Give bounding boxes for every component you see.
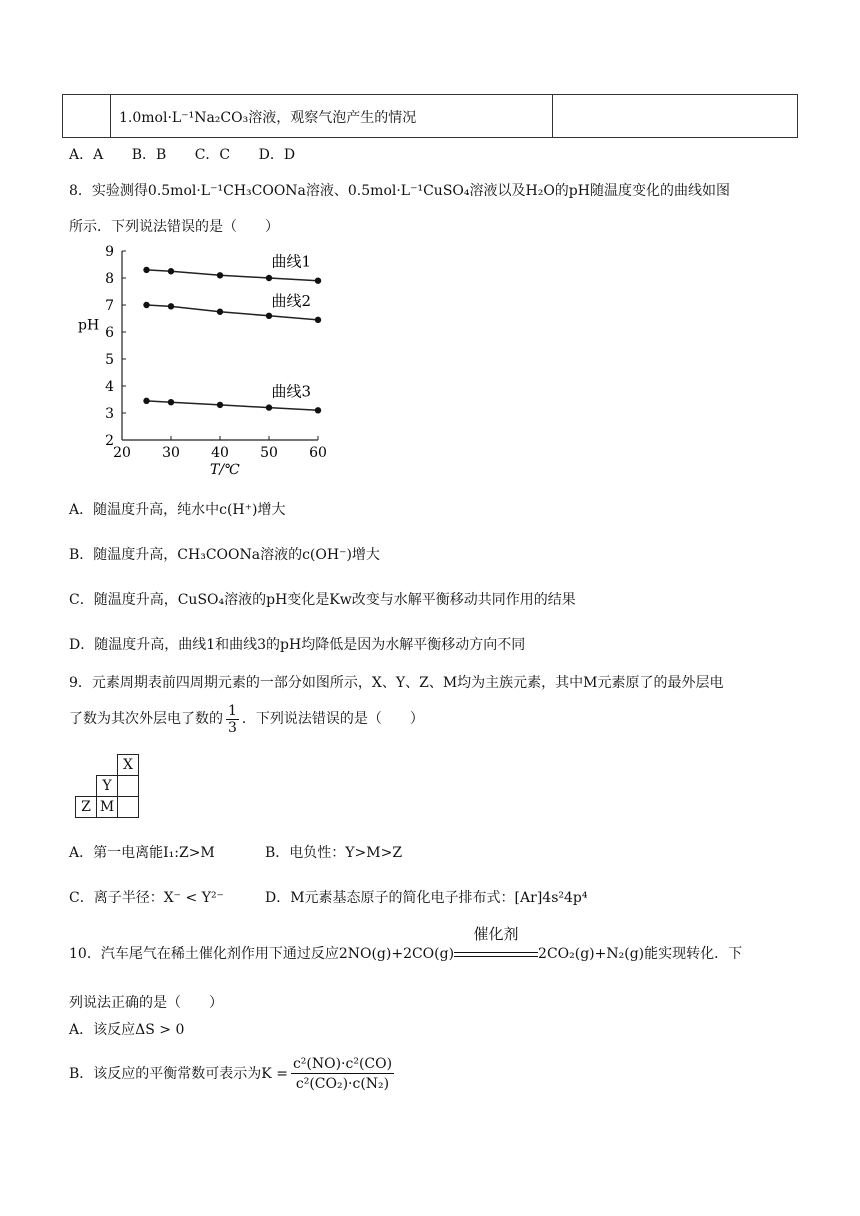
grid-empty (97, 755, 118, 776)
data-point (315, 407, 321, 413)
equilibrium-constant-fraction (291, 1055, 394, 1094)
q10-option-b-pre: B．该反应的平衡常数可表示为K = (69, 1066, 288, 1082)
grid-empty (76, 776, 97, 797)
q8-option-c: C．随温度升高，CuSO₄溶液的pH变化是Kw改变与水解平衡移动共同作用的结果 (69, 592, 576, 608)
data-point (168, 268, 174, 274)
y-tick-label: 8 (105, 271, 114, 287)
q9-fraction (226, 703, 239, 736)
y-tick-label: 5 (105, 352, 114, 368)
q8-option-b: B．随温度升高，CH₃COONa溶液的c(OH⁻)增大 (69, 547, 380, 563)
data-point (143, 398, 149, 404)
q8-option-a: A．随温度升高，纯水中c(H⁺)增大 (69, 502, 286, 518)
element-z: Z (76, 797, 97, 818)
data-point (143, 267, 149, 273)
q10-stem-line1 (69, 925, 743, 964)
table-row (62, 94, 798, 138)
series-label-1: 曲线1 (271, 252, 311, 271)
catalyst-label: 催化剂 (473, 925, 519, 943)
x-tick-label: 30 (162, 445, 180, 461)
y-tick-label: 6 (105, 325, 114, 341)
element-m: M (97, 797, 118, 818)
data-point (266, 313, 272, 319)
q7-option-d: D．D (258, 147, 296, 163)
q9-options-cd (69, 888, 587, 908)
series-label-2: 曲线2 (271, 291, 311, 310)
q10-stem-post: 2CO₂(g)+N₂(g)能实现转化．下 (538, 946, 743, 962)
x-tick-label: 60 (309, 445, 327, 461)
fraction-denominator: c²(CO₂)·c(N₂) (295, 1075, 390, 1092)
table-cell-text: 1.0mol·L⁻¹Na₂CO₃溶液，观察气泡产生的情况 (119, 110, 417, 126)
q8-stem-line1: 8．实验测得0.5mol·L⁻¹CH₃COONa溶液、0.5mol·L⁻¹CuSO₄溶液以及H₂O的pH随温度变化的曲线如图 (69, 183, 730, 199)
q9-option-b: B．电负性：Y>M>Z (265, 845, 403, 861)
x-tick-label: 50 (260, 445, 278, 461)
data-point (217, 272, 223, 278)
q7-option-c: C．C (194, 147, 231, 163)
q7-options (69, 145, 319, 165)
fraction-denominator: 3 (228, 719, 237, 736)
data-point (143, 302, 149, 308)
q10-option-a: A．该反应ΔS > 0 (69, 1022, 185, 1038)
data-point (266, 275, 272, 281)
y-tick-label: 2 (105, 433, 114, 449)
periodic-table-fragment (75, 754, 139, 818)
q10-stem-pre: 10．汽车尾气在稀土催化剂作用下通过反应2NO(g)+2CO(g) (69, 946, 455, 962)
q9-stem-pre: 了数为其次外层电了数的 (69, 711, 223, 727)
data-point (168, 303, 174, 309)
y-tick-label: 7 (105, 298, 114, 314)
y-tick-label: 4 (105, 379, 114, 395)
x-tick-label: 40 (211, 445, 229, 461)
q8-stem-line2: 所示．下列说法错误的是（ ） (69, 219, 279, 235)
fraction-numerator: 1 (228, 702, 237, 719)
data-point (217, 402, 223, 408)
data-point (266, 404, 272, 410)
y-tick-label: 9 (105, 244, 114, 260)
data-point (315, 278, 321, 284)
y-tick-label: 3 (105, 406, 114, 422)
reaction-equals-arrow (454, 925, 538, 964)
q9-stem-line2 (69, 702, 424, 736)
q10-stem-line2: 列说法正确的是（ ） (69, 995, 223, 1011)
x-axis-label: T/℃ (210, 462, 240, 478)
element-x: X (118, 755, 139, 776)
ph-temperature-chart (72, 242, 342, 482)
q7-option-b: B．B (131, 147, 167, 163)
q9-stem-post: ．下列说法错误的是（ ） (241, 711, 424, 727)
x-tick-label: 20 (113, 445, 131, 461)
q9-stem-line1: 9．元素周期表前四周期元素的一部分如图所示，X、Y、Z、M均为主族元素，其中M元素原了的最外层电 (69, 675, 724, 691)
grid-cell (118, 797, 139, 818)
q9-option-d: D．M元素基态原子的简化电子排布式：[Ar]4s²4p⁴ (265, 890, 588, 906)
grid-empty (76, 755, 97, 776)
q8-option-d: D．随温度升高，曲线1和曲线3的pH均降低是因为水解平衡移动方向不同 (69, 637, 526, 653)
double-bar-icon (454, 952, 538, 957)
q9-option-a: A．第一电离能I₁:Z>M (69, 845, 215, 861)
data-point (315, 317, 321, 323)
y-axis-label: pH (78, 317, 100, 334)
grid-cell (118, 776, 139, 797)
table-cell-reagent (111, 95, 553, 137)
data-point (168, 399, 174, 405)
q9-options-ab (69, 843, 402, 863)
fraction-numerator: c²(NO)·c²(CO) (292, 1055, 393, 1072)
q10-option-b (69, 1054, 397, 1094)
q7-option-a: A．A (69, 147, 104, 163)
q9-option-c: C．离子半径：X⁻ < Y²⁻ (69, 890, 224, 906)
series-label-3: 曲线3 (271, 382, 311, 401)
element-y: Y (97, 776, 118, 797)
data-point (217, 309, 223, 315)
table-cell-empty (63, 95, 111, 137)
